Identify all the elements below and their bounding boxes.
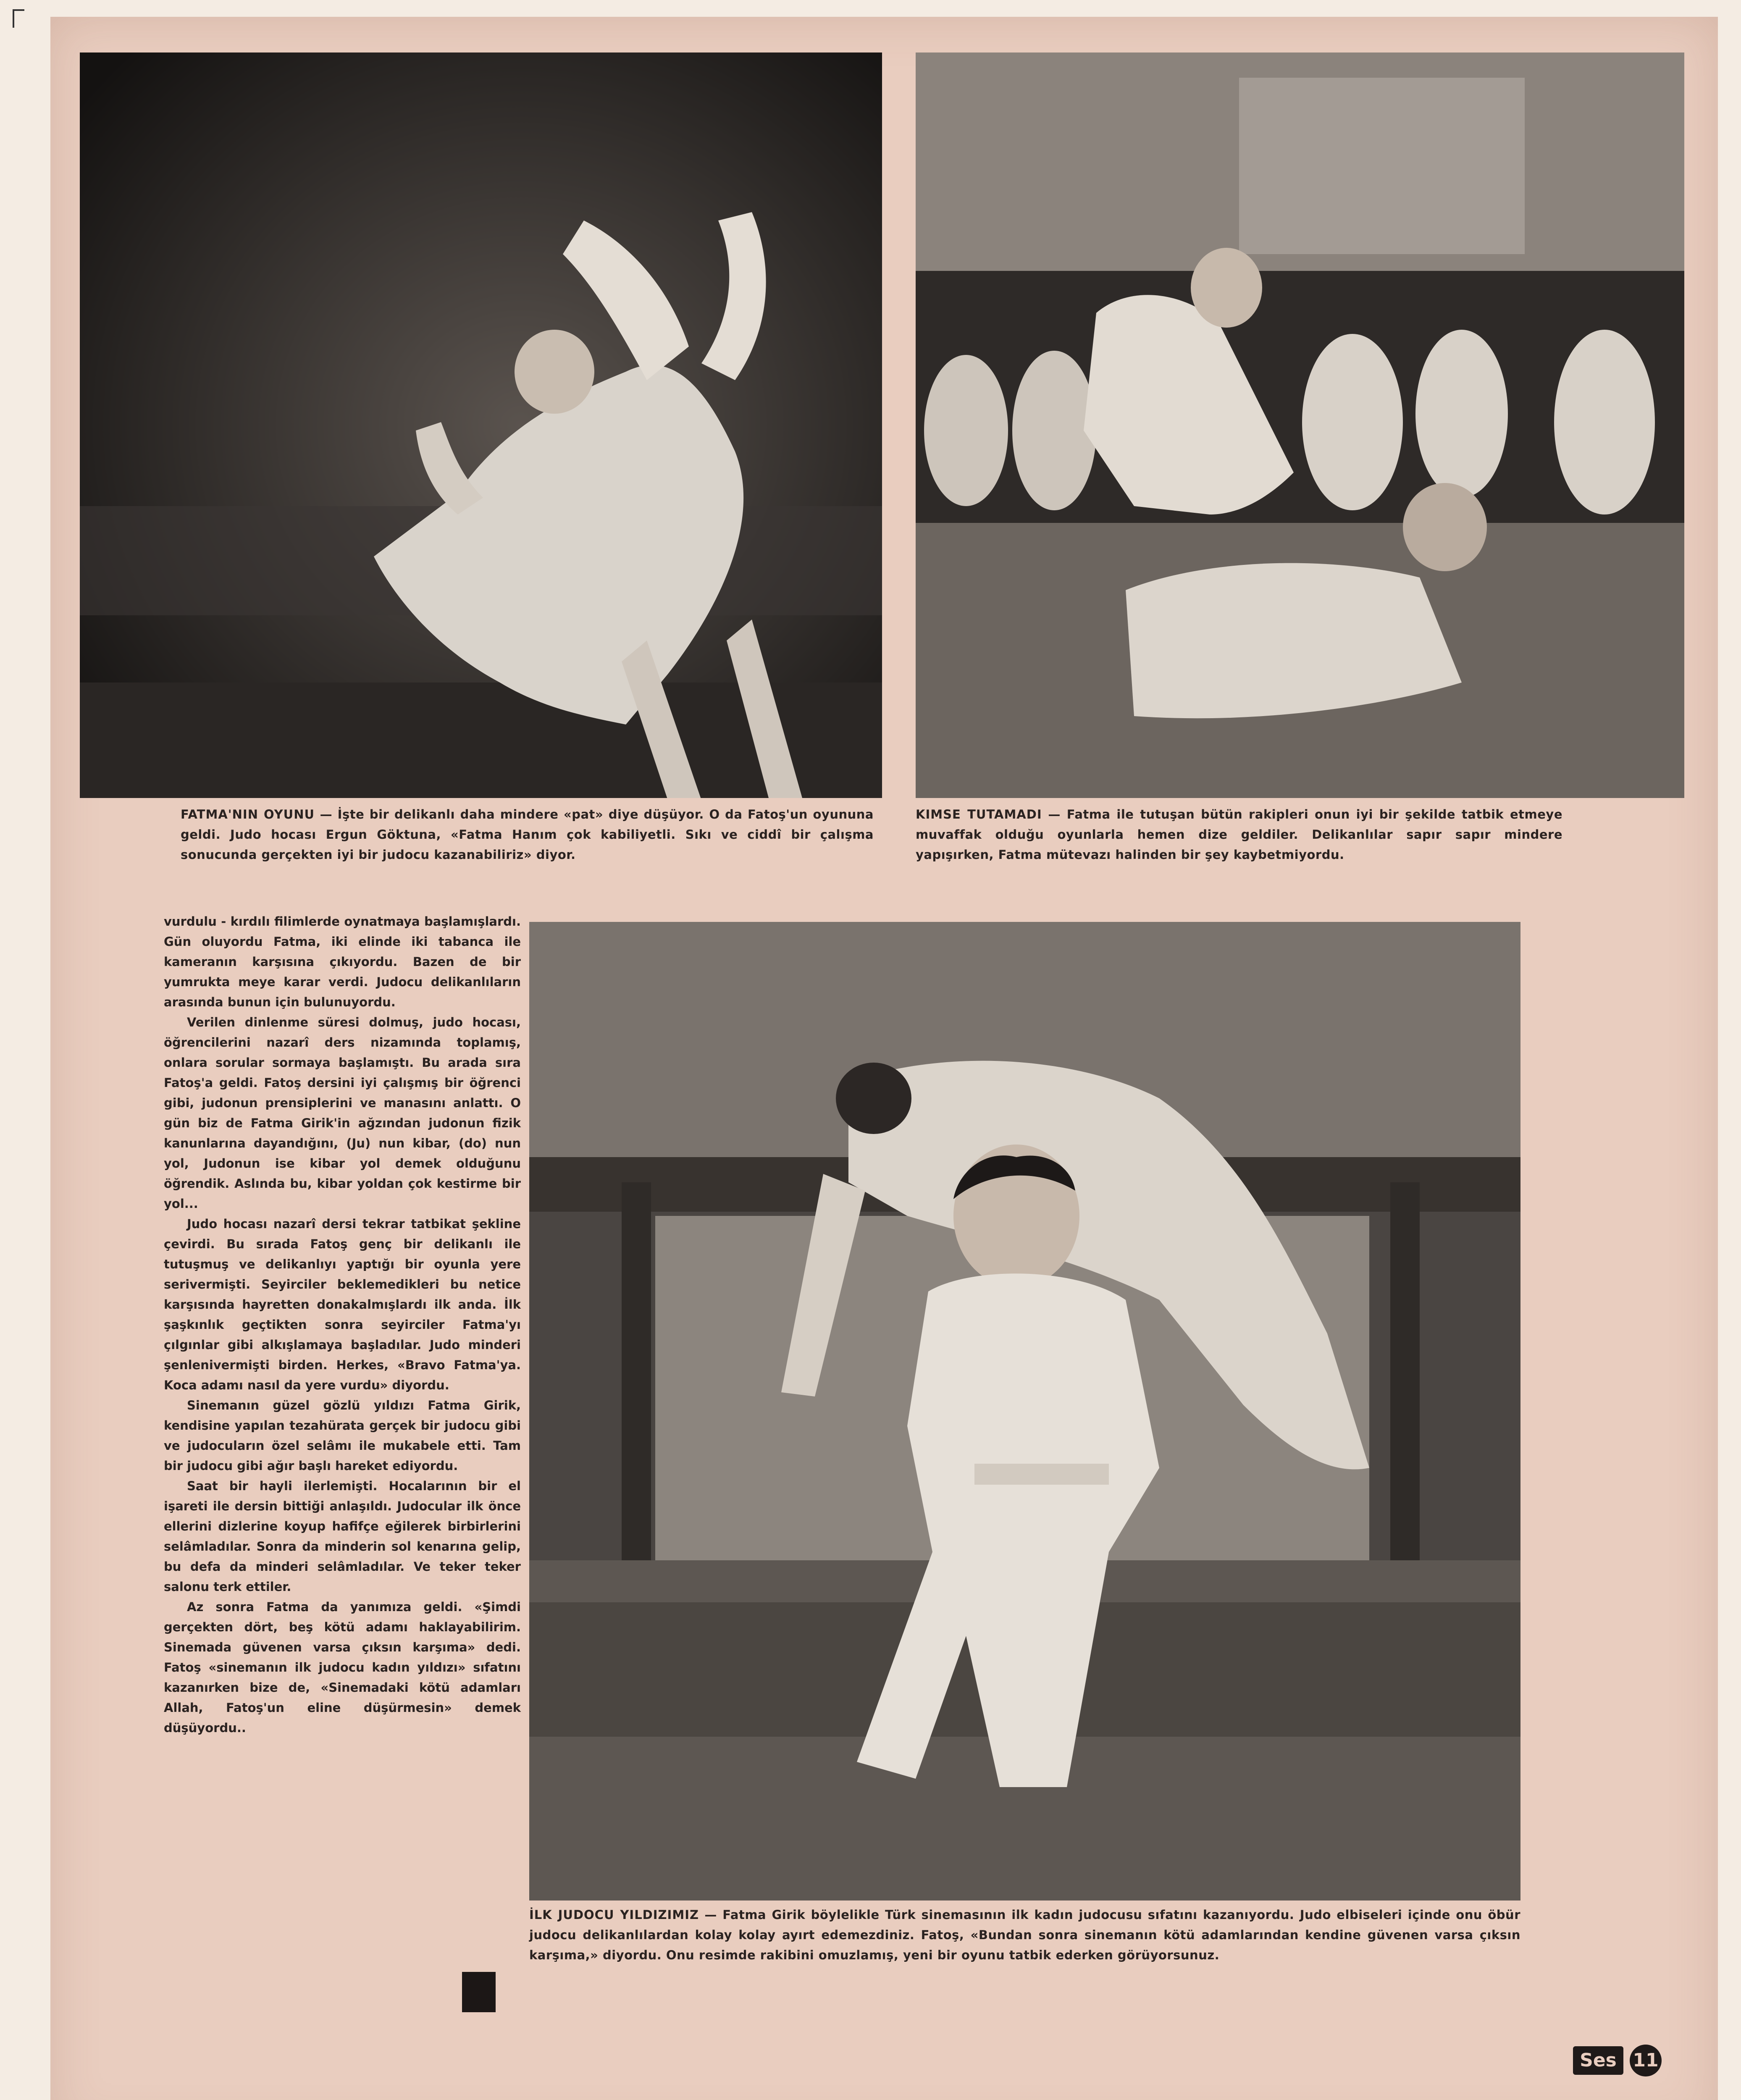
caption-body: — Fatma ile tutuşan bütün rakipleri onun iyi bir şekilde tatbik etmeye muvaffak olduğu oyunlarla hemen dize geldiler. Delikanlılar sapır sapır mindere yapışırken, Fatma mütevazı halinden bir şey kaybetmiyordu.: [916, 807, 1562, 862]
photo-fatma-throw: [80, 52, 882, 798]
caption-title: İLK JUDOCU YILDIZIMIZ: [529, 1908, 699, 1922]
caption-top-right: [916, 804, 1562, 865]
caption-title: FATMA'NIN OYUNU: [181, 807, 315, 822]
article-paragraph: Verilen dinlenme süresi dolmuş, judo hocası, öğrencilerini nazarî ders nizamında toplamış, onlara sorular sormaya başlamıştı. Bu arada sıra Fatoş'a geldi. Fatoş dersini iyi çalışmış bir öğrenci gibi, judonun prensiplerini ve manasını anlattı. O gün biz de Fatma Girik'in ağzından judonun fizik kanunlarına dayandığını, (Ju) nun kibar, (do) nun yol, Judonun ise kibar yol demek olduğunu öğrendik. Aslında bu, kibar yoldan çok kestirme bir yol...: [164, 1015, 521, 1211]
magazine-logo: Ses: [1573, 2046, 1623, 2075]
caption-title: KIMSE TUTAMADI: [916, 807, 1042, 822]
caption-body: — Fatma Girik böylelikle Türk sinemasının ilk kadın judocusu sıfatını kazanıyordu. Judo elbiseleri içinde onu öbür judocu delikanlılardan kolay kolay ayırt edemezdiniz. Fatoş, «Bundan sonra sinemanın kötü adamlarından kendine güvenen varsa çıksın karşıma,» diyordu. Onu resimde rakibini omuzlamış, yeni bir oyunu tatbik ederken görüyorsunuz.: [529, 1908, 1521, 1962]
photo-ilk-judocu: [529, 922, 1520, 1900]
article-paragraph: Saat bir hayli ilerlemişti. Hocalarının bir el işareti ile dersin bittiği anlaşıldı. Judocular ilk önce ellerini dizlerine koyup hafifçe eğilerek birbirlerini selâmladılar. Sonra da minderin sol kenarına gelip, bu defa da minderi selâmladılar. Ve teker teker salonu terk ettiler.: [164, 1479, 521, 1594]
article-paragraph: vurdulu - kırdılı filimlerde oynatmaya başlamışlardı. Gün oluyordu Fatma, iki elinde iki tabanca ile kameranın karşısına çıkıyordu. Bazen de bir yumrukta meye karar verdi. Judocu delikanlıların arasında bunun için bulunuyordu.: [164, 914, 521, 1009]
end-mark: [462, 1972, 496, 2012]
caption-bottom: [529, 1905, 1520, 1965]
page-number: 11: [1630, 2045, 1662, 2076]
article-paragraph: Sinemanın güzel gözlü yıldızı Fatma Girik, kendisine yapılan tezahürata gerçek bir judocu gibi ve judocuların özel selâmı ile mukabele etti. Tam bir judocu gibi ağır başlı hareket ediyordu.: [164, 1398, 521, 1473]
photo-kimse-tutamadi: [916, 52, 1684, 798]
article-column: [164, 911, 521, 1738]
article-paragraph: Judo hocası nazarî dersi tekrar tatbikat şekline çevirdi. Bu sırada Fatoş genç bir delikanlı ile tutuşmuş ve delikanlıyı yaptığı bir oyunla yere serivermişti. Seyirciler beklemedikleri bu netice karşısında hayretten donakalmışlardı ilk anda. İlk şaşkınlık geçtikten sonra seyirciler Fatma'yı çılgınlar gibi alkışlamaya başladılar. Judo minderi şenlenivermişti birden. Herkes, «Bravo Fatma'ya. Koca adamı nasıl da yere vurdu» diyordu.: [164, 1217, 521, 1392]
caption-body: — İşte bir delikanlı daha mindere «pat» diye düşüyor. O da Fatoş'un oyununa geldi. Judo hocası Ergun Göktuna, «Fatma Hanım çok kabiliyetli. Sıkı ve ciddî bir çalışma sonucunda gerçekten iyi bir judocu kazanabiliriz» diyor.: [181, 807, 874, 862]
article-paragraph: Az sonra Fatma da yanımıza geldi. «Şimdi gerçekten dört, beş kötü adamı haklayabilirim. Sinemada güvenen varsa çıksın karşıma» dedi. Fatoş «sinemanın ilk judocu kadın yıldızı» sıfatını kazanırken bize de, «Sinemadaki kötü adamları Allah, Fatoş'un eline düşürmesin» demek düşüyordu..: [164, 1600, 521, 1735]
corner-mark: [13, 9, 24, 28]
caption-top-left: [181, 804, 874, 865]
